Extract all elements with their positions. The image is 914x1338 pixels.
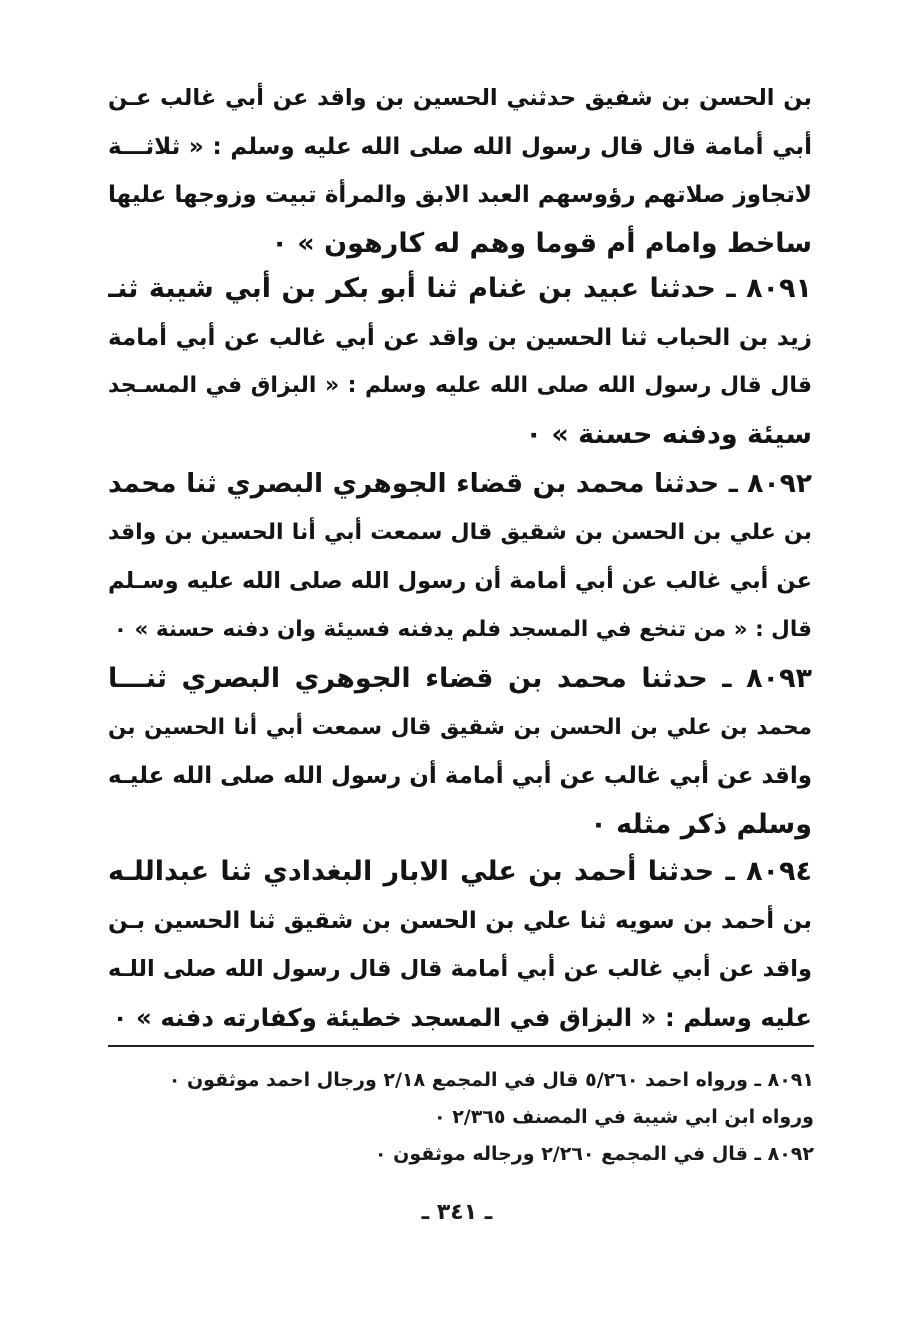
- footnote-line: ورواه ابن ابي شيبة في المصنف ٢/٣٦٥ ٠: [433, 1106, 814, 1128]
- text-line: وسلم ذكر مثله ٠: [590, 808, 812, 840]
- hadith-paragraph-8092: [108, 460, 812, 654]
- text-line: أبي أمامة قال قال رسول الله صلى الله عليه وسلم : « ثلاثـــة: [108, 133, 812, 160]
- text-line: عن أبي غالب عن أبي أمامة أن رسول الله صلى الله عليه وسـلم: [108, 568, 812, 594]
- text-line: واقد عن أبي غالب عن أبي أمامة قال قال رسول الله صلى اللـه: [108, 956, 812, 982]
- text-line: بن الحسن بن شفيق حدثني الحسين بن واقد عن أبي غالب عـن: [108, 85, 812, 111]
- footnotes: [108, 1062, 814, 1173]
- hadith-paragraph-continuation: [108, 74, 812, 268]
- text-line: قال قال رسول الله صلى الله عليه وسلم : « البزاق في المسـجد: [108, 373, 812, 398]
- text-line: ٨٠٩٣ ـ حدثنا محمد بن قضاء الجوهري البصري ثنـــا: [108, 663, 812, 694]
- footnote-divider: [108, 1045, 814, 1047]
- text-line: ٨٠٩١ ـ حدثنا عبيد بن غنام ثنا أبو بكر بن أبي شيبة ثنـ: [108, 273, 812, 304]
- page-number: ـ ٣٤١ ـ: [421, 1200, 493, 1225]
- hadith-paragraph-8091: [108, 265, 812, 459]
- text-line: بن علي بن الحسن بن شقيق قال سمعت أبي أنا الحسين بن واقد: [108, 519, 812, 545]
- hadith-paragraph-8094: [108, 848, 812, 1042]
- text-line: محمد بن علي بن الحسن بن شقيق قال سمعت أبي أنا الحسين بن: [108, 714, 812, 740]
- text-line: ٨٠٩٢ ـ حدثنا محمد بن قضاء الجوهري البصري ثنا محمد: [108, 468, 812, 499]
- hadith-paragraph-8093: [108, 655, 812, 849]
- text-line: عليه وسلم : « البزاق في المسجد خطيئة وكفارته دفنه » ٠: [112, 1002, 812, 1032]
- text-line: ساخط وامام أم قوما وهم له كارهون » ٠: [271, 227, 812, 259]
- footnote-line: ٨٠٩٢ ـ قال في المجمع ٢/٢٦٠ ورجاله موثقون ٠: [374, 1143, 814, 1165]
- text-line: سيئة ودفنه حسنة » ٠: [525, 418, 812, 450]
- text-line: قال : « من تنخع في المسجد فلم يدفنه فسيئة وان دفنه حسنة » ٠: [113, 616, 812, 642]
- footnote-line: ٨٠٩١ ـ ورواه احمد ٥/٢٦٠ قال في المجمع ٢/١٨ ورجال احمد موثقون ٠: [168, 1069, 814, 1091]
- text-line: بن أحمد بن سويه ثنا علي بن الحسن بن شقيق ثنا الحسين بـن: [108, 907, 812, 934]
- text-line: واقد عن أبي غالب عن أبي أمامة أن رسول الله صلى الله عليـه: [108, 763, 812, 789]
- text-line: لاتجاوز صلاتهم رؤوسهم العبد الابق والمرأة تبيت وزوجها عليها: [108, 182, 812, 208]
- text-line: ٨٠٩٤ ـ حدثنا أحمد بن علي الابار البغدادي ثنا عبداللـه: [108, 856, 812, 887]
- text-line: زيد بن الحباب ثنا الحسين بن واقد عن أبي غالب عن أبي أمامة: [108, 324, 812, 351]
